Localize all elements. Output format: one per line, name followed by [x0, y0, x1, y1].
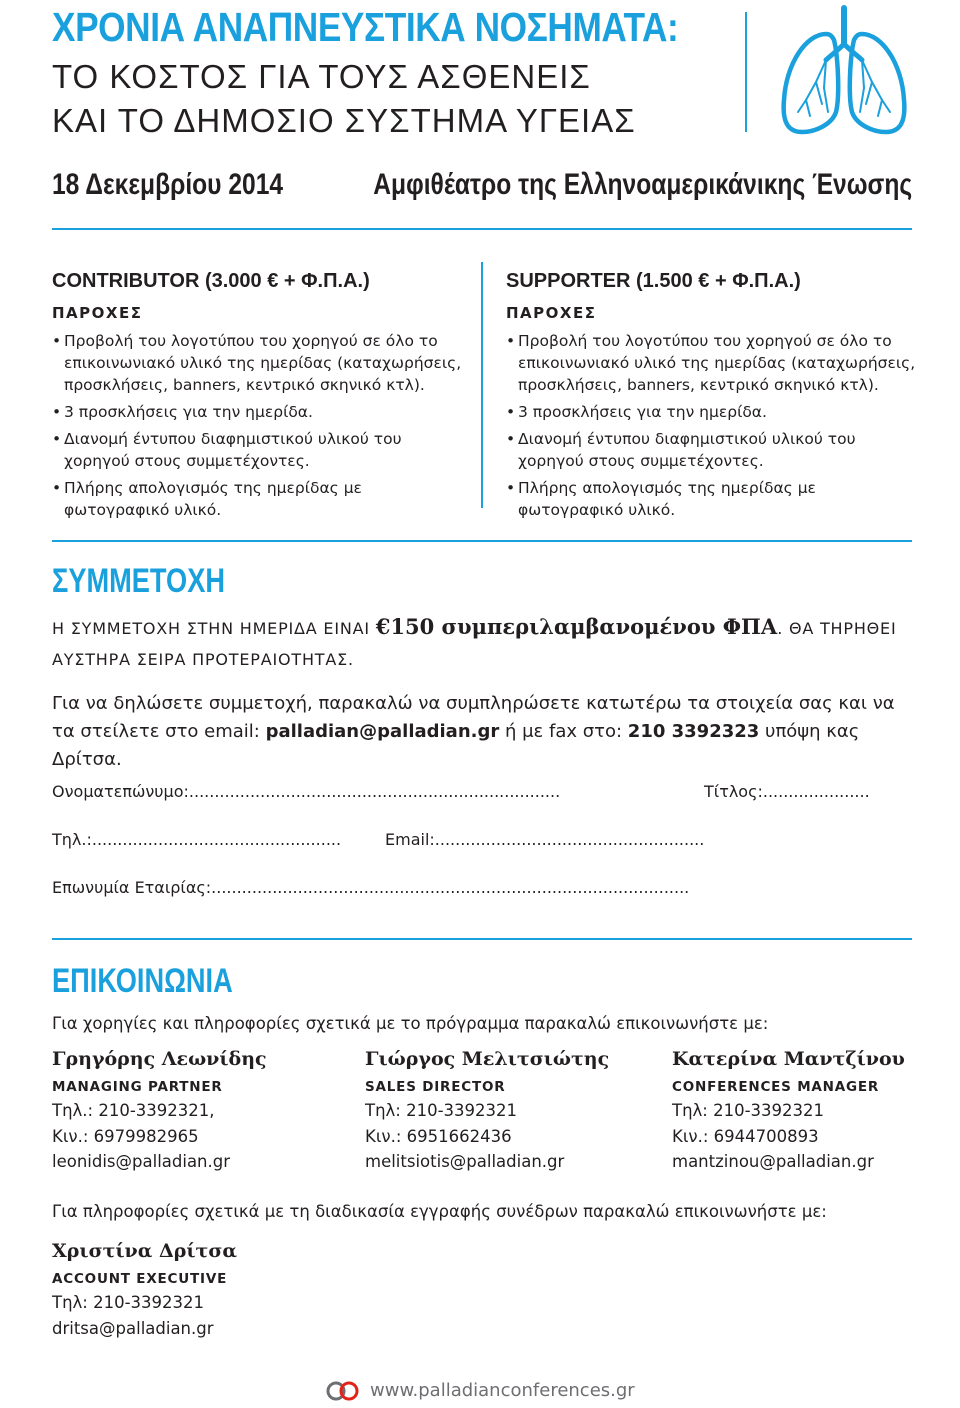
bullet: •: [506, 430, 516, 448]
list-item: • 3 προσκλήσεις για την ημερίδα.: [506, 403, 767, 421]
contact-mobile: Κιν.: 6951662436: [365, 1126, 512, 1146]
contact-phone: Τηλ: 210-3392321: [672, 1101, 825, 1120]
participation-priority-note: ΑΥΣΤΗΡΑ ΣΕΙΡΑ ΠΡΟΤΕΡΑΙΟΤΗΤΑΣ.: [52, 650, 354, 669]
contributor-package: [52, 268, 472, 526]
contact-name: Γρηγόρης Λεωνίδης: [52, 1048, 267, 1070]
contact-card-leonidis: [52, 1044, 352, 1175]
contact-card-dritsa: [52, 1236, 352, 1341]
bullet: •: [506, 479, 516, 497]
contact-name: Χριστίνα Δρίτσα: [52, 1240, 237, 1262]
bullet: •: [52, 479, 62, 497]
supporter-package: [506, 268, 926, 526]
package-divider: [481, 262, 483, 508]
contact-email[interactable]: dritsa@palladian.gr: [52, 1318, 214, 1338]
contact-phone: Τηλ: 210-3392321: [365, 1101, 518, 1120]
supporter-benefits-list: [506, 330, 926, 521]
contact-email[interactable]: leonidis@palladian.gr: [52, 1152, 231, 1171]
supporter-title: SUPPORTER (1.500 € + Φ.Π.Α.): [506, 270, 801, 292]
contact-mobile: Κιν.: 6944700893: [672, 1126, 819, 1146]
contributor-title: CONTRIBUTOR (3.000 € + Φ.Π.Α.): [52, 270, 370, 292]
bullet: •: [506, 403, 516, 421]
form-row-company: [52, 878, 689, 897]
form-row-name: [52, 782, 870, 801]
contact-phone: Τηλ.: 210-3392321,: [52, 1101, 215, 1120]
main-title: ΧΡΟΝΙΑ ΑΝΑΠΝΕΥΣΤΙΚΑ ΝΟΣΗΜΑΤΑ:: [52, 4, 679, 50]
contact-role: SALES DIRECTOR: [365, 1079, 506, 1095]
contact-name: Γιώργος Μελιτσιώτης: [365, 1048, 610, 1070]
contact-email[interactable]: mantzinou@palladian.gr: [672, 1152, 874, 1171]
list-item: • Πλήρης απολογισμός της ημερίδας με φωτογραφικό υλικό.: [506, 479, 816, 519]
list-item: • 3 προσκλήσεις για την ημερίδα.: [52, 403, 313, 421]
bullet: •: [52, 430, 62, 448]
supporter-benefits-label: ΠΑΡΟΧΕΣ: [506, 304, 597, 322]
website-link[interactable]: www.palladianconferences.gr: [370, 1380, 635, 1401]
divider-top: [52, 228, 912, 230]
bullet: •: [52, 403, 62, 421]
participation-price: €150 συμπεριλαμβανομένου ΦΠΑ: [375, 614, 778, 639]
contact-email-link[interactable]: palladian@palladian.gr: [265, 721, 500, 742]
contributor-benefits-list: [52, 330, 472, 521]
contact-role: CONFERENCES MANAGER: [672, 1079, 880, 1095]
header-divider: [745, 12, 747, 132]
contact-name: Κατερίνα Μαντζίνου: [672, 1048, 905, 1070]
company-field[interactable]: Επωνυμία Εταιρίας:..............................................................................................: [52, 878, 690, 897]
bullet: •: [506, 332, 516, 350]
contact-role: ACCOUNT EXECUTIVE: [52, 1271, 228, 1287]
contact-phone: Τηλ: 210-3392321: [52, 1293, 205, 1312]
event-date: 18 Δεκεμβρίου 2014: [52, 168, 284, 201]
participation-title: ΣΥΜΜΕΤΟΧΗ: [52, 562, 225, 600]
list-item: • Πλήρης απολογισμός της ημερίδας με φωτογραφικό υλικό.: [52, 479, 362, 519]
palladian-logo-icon: [326, 1378, 360, 1404]
event-venue: Αμφιθέατρο της Ελληνοαμερικάνικης Ένωσης: [373, 168, 912, 201]
registration-intro: Για πληροφορίες σχετικά με τη διαδικασία εγγραφής συνέδρων παρακαλώ επικοινωνήστε με:: [52, 1202, 827, 1221]
contact-email[interactable]: melitsiotis@palladian.gr: [365, 1152, 565, 1171]
fax-number: 210 3392323: [627, 721, 760, 742]
participation-fee-line: Η ΣΥΜΜΕΤΟΧΗ ΣΤΗΝ ΗΜΕΡΙΔΑ ΕΙΝΑΙ €150 συμπεριλαμβανομένου ΦΠΑ. ΘΑ ΤΗΡΗΘΕΙ: [52, 614, 897, 639]
list-item: • Προβολή του λογοτύπου του χορηγού σε όλο το επικοινωνιακό υλικό της ημερίδας (καταχωρήσεις, προσκλήσεις, banners, κεντρικό σκηνικό κτλ).: [52, 332, 462, 394]
participation-instructions: Για να δηλώσετε συμμετοχή, παρακαλώ να συμπληρώσετε κατωτέρω τα στοιχεία σας και να τα στείλετε στο email: palladian@palladian.gr ή με fax στο: 210 3392323 υπόψη κας Δρίτσα.: [52, 693, 895, 770]
name-field[interactable]: Ονοματεπώνυμο:.........................................................................: [52, 782, 561, 801]
list-item: • Διανομή έντυπου διαφημιστικού υλικού του χορηγού στους συμμετέχοντες.: [52, 430, 402, 470]
list-item: • Προβολή του λογοτύπου του χορηγού σε όλο το επικοινωνιακό υλικό της ημερίδας (καταχωρήσεις, προσκλήσεις, banners, κεντρικό σκηνικό κτλ).: [506, 332, 916, 394]
title-field[interactable]: Τίτλος:.....................: [704, 782, 870, 801]
subtitle-line-1: ΤΟ ΚΟΣΤΟΣ ΓΙΑ ΤΟΥΣ ΑΣΘΕΝΕΙΣ: [52, 58, 591, 95]
list-item: • Διανομή έντυπου διαφημιστικού υλικού του χορηγού στους συμμετέχοντες.: [506, 430, 856, 470]
email-field[interactable]: Email:.....................................................: [385, 830, 705, 849]
contact-card-melitsiotis: [365, 1044, 665, 1175]
lungs-icon: [776, 4, 912, 136]
subtitle-line-2: ΚΑΙ ΤΟ ΔΗΜΟΣΙΟ ΣΥΣΤΗΜΑ ΥΓΕΙΑΣ: [52, 102, 636, 139]
divider-middle: [52, 540, 912, 542]
form-row-contact: [52, 830, 705, 849]
contact-card-mantzinou: [672, 1044, 960, 1175]
contact-role: MANAGING PARTNER: [52, 1079, 223, 1095]
divider-bottom: [52, 938, 912, 940]
contributor-benefits-label: ΠΑΡΟΧΕΣ: [52, 304, 143, 322]
contact-title: ΕΠΙΚΟΙΝΩΝΙΑ: [52, 962, 233, 1000]
contact-mobile: Κιν.: 6979982965: [52, 1126, 199, 1146]
phone-field[interactable]: Τηλ.:.................................................: [52, 830, 342, 849]
contact-intro: Για χορηγίες και πληροφορίες σχετικά με το πρόγραμμα παρακαλώ επικοινωνήστε με:: [52, 1014, 769, 1033]
bullet: •: [52, 332, 62, 350]
